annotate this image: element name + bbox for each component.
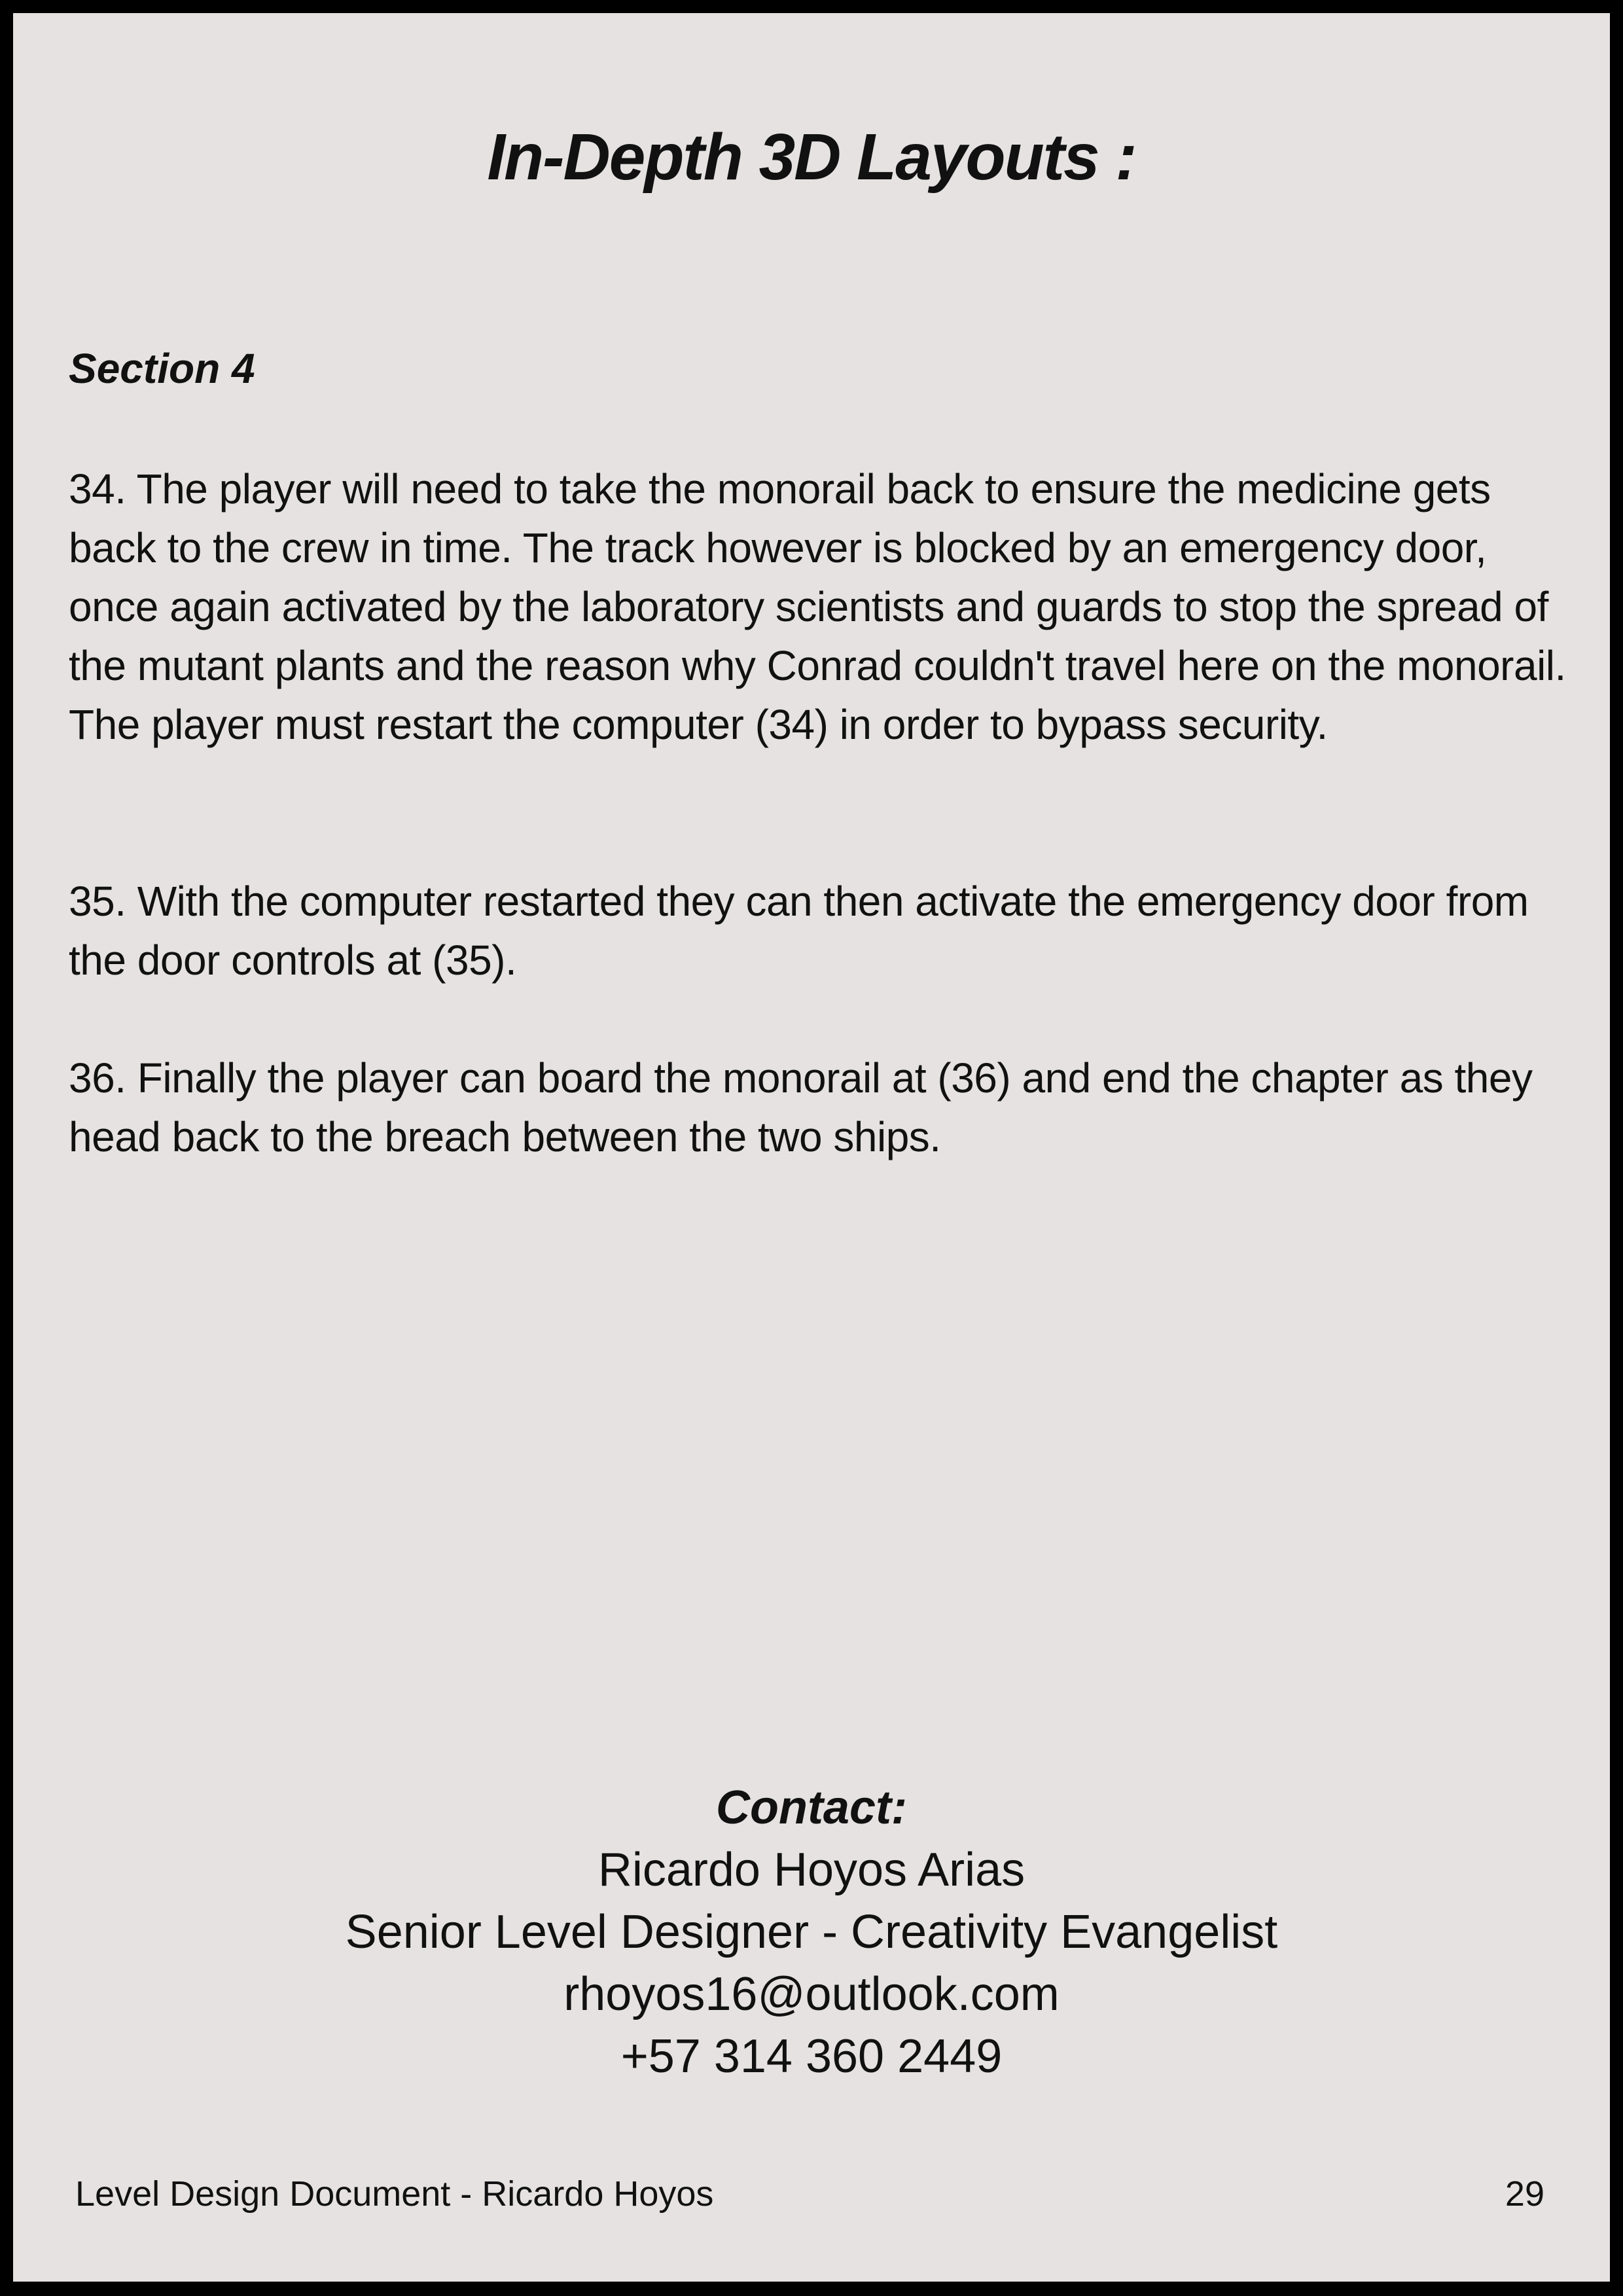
footer-page-number: 29 [1505, 2174, 1544, 2214]
paragraph-36: 36. Finally the player can board the monorail at (36) and end the chapter as they head back to the breach between the two ships. [69, 1054, 1533, 1160]
contact-block [13, 1777, 1610, 2088]
paragraph-34: 34. The player will need to take the monorail back to ensure the medicine gets back to the crew in time. The track however is blocked by an emergency door, once again activated by the laboratory scientists and guards to stop the spread of the mutant plants and the reason why Conrad couldn't travel here on the monorail. The player must restart the computer (34) in order to bypass security. [69, 465, 1566, 748]
page-title: In-Depth 3D Layouts : [487, 120, 1136, 194]
contact-label: Contact: [716, 1782, 907, 1834]
section-heading: Section 4 [69, 345, 255, 392]
document-page [13, 13, 1610, 2282]
paragraph-35: 35. With the computer restarted they can then activate the emergency door from the door controls at (35). [69, 878, 1529, 984]
contact-name: Ricardo Hoyos Arias [597, 1844, 1026, 1896]
footer-document-name: Level Design Document - Ricardo Hoyos [75, 2174, 714, 2214]
contact-role: Senior Level Designer - Creativity Evangelist [345, 1906, 1278, 1958]
contact-email: rhoyos16@outlook.com [563, 1968, 1060, 2020]
contact-phone: +57 314 360 2449 [620, 2030, 1003, 2083]
